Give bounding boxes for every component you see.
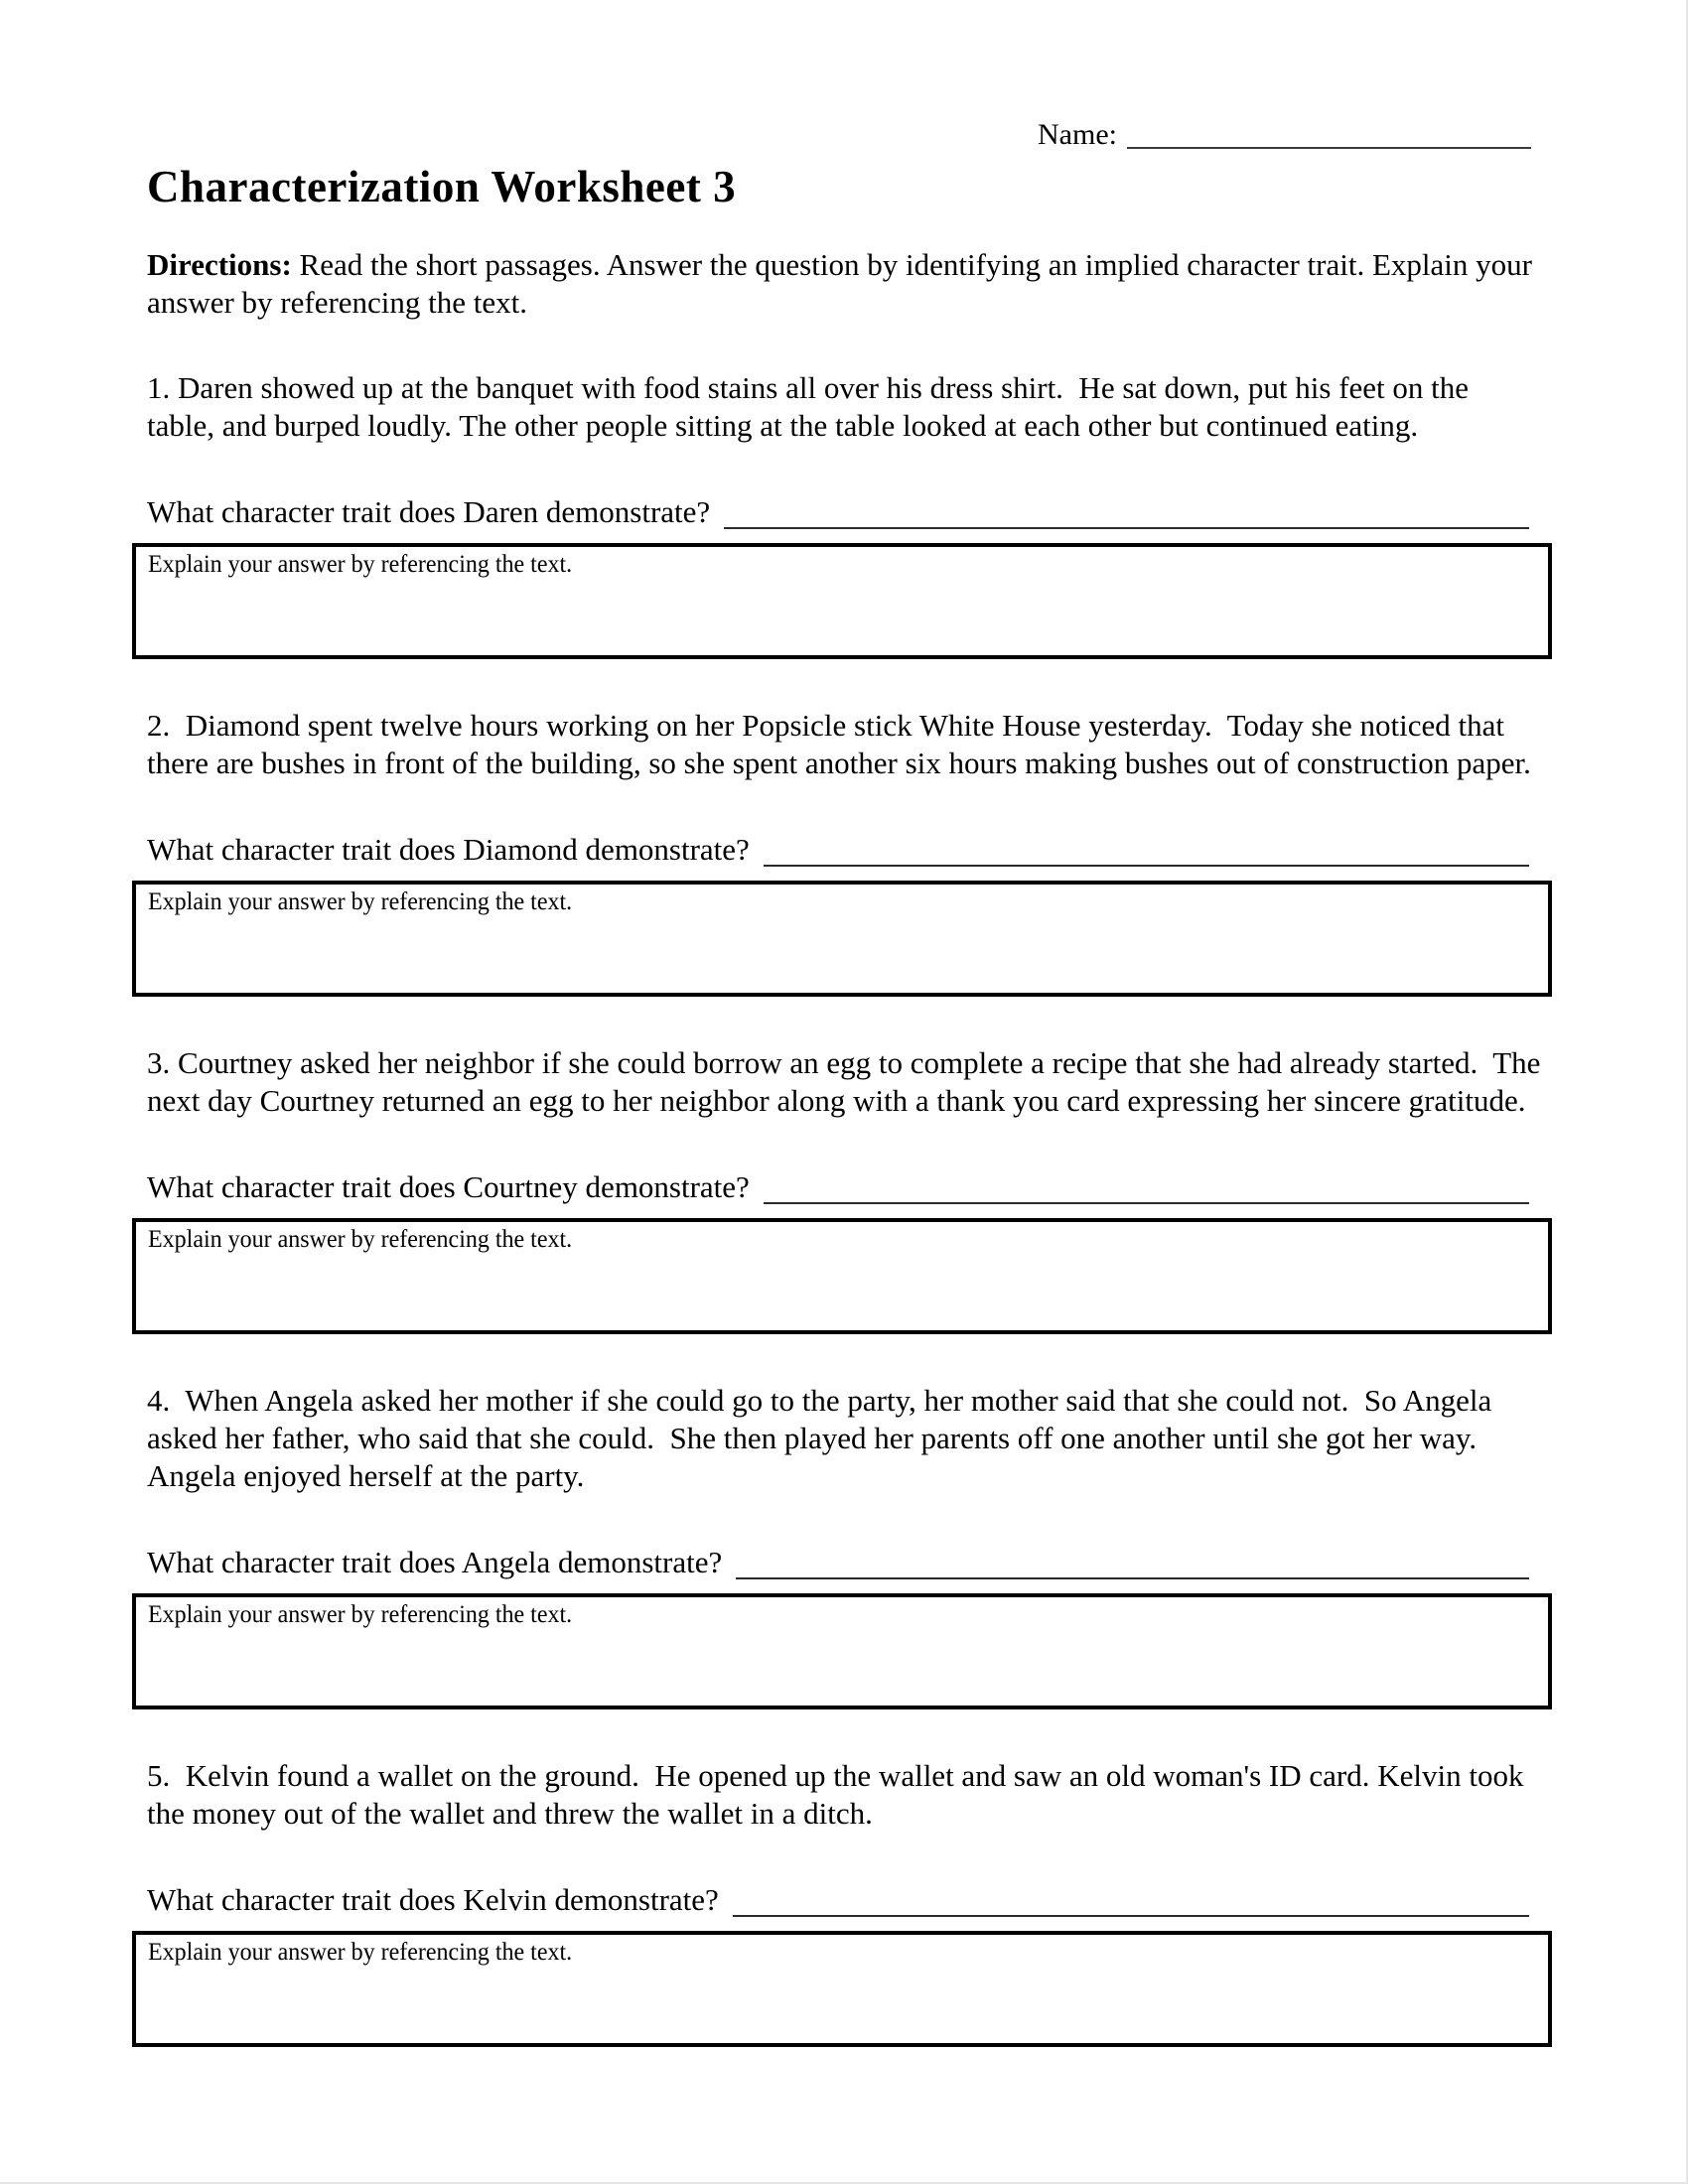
name-label: Name: (1038, 118, 1117, 151)
passage-text: 4. When Angela asked her mother if she could go to the party, her mother said that she could not. So Angela asked her father, who said that she could. She then played her parents off one another until she got her way. Angela enjoyed herself at the party. (147, 1383, 1499, 1493)
question-text: What character trait does Courtney demonstrate? (147, 1169, 750, 1204)
question-prompt (147, 494, 1529, 530)
passage-text: 2. Diamond spent twelve hours working on her Popsicle stick White House yesterday. Today she noticed that there are bushes in front of the building, so she spent another six hours making bushes out of construction paper. (147, 708, 1531, 780)
question-prompt (147, 1545, 1529, 1580)
passage-text: 5. Kelvin found a wallet on the ground. He opened up the wallet and saw an old woman's ID card. Kelvin took the money out of the wallet and threw the wallet in a ditch. (147, 1758, 1532, 1831)
answer-box (132, 1218, 1552, 1334)
answer-box (132, 1931, 1552, 2047)
answer-fill-line (733, 1887, 1529, 1917)
answer-fill-line (736, 1550, 1529, 1579)
answer-box (132, 543, 1552, 659)
passage-text: 3. Courtney asked her neighbor if she could borrow an egg to complete a recipe that she had already started. The next day Courtney returned an egg to her neighbor along with a thank you card expressing her sincere gratitude. (147, 1045, 1549, 1118)
directions-text: Read the short passages. Answer the question by identifying an implied character trait. Explain your answer by referencing the text. (147, 247, 1532, 320)
answer-box (132, 881, 1552, 997)
question-section-3 (132, 1044, 1686, 1334)
answer-box-instruction: Explain your answer by referencing the text. (148, 1939, 573, 1967)
question-text: What character trait does Daren demonstrate? (147, 494, 711, 529)
directions-label: Directions: (147, 247, 292, 282)
answer-box-instruction: Explain your answer by referencing the text. (148, 1601, 573, 1629)
answer-box-instruction: Explain your answer by referencing the text. (148, 888, 573, 916)
name-field (1038, 119, 1531, 151)
answer-box-instruction: Explain your answer by referencing the text. (148, 551, 573, 579)
directions (147, 246, 1541, 322)
answer-fill-line (764, 837, 1529, 867)
answer-fill-line (764, 1174, 1529, 1204)
question-section-4 (132, 1382, 1686, 1709)
question-text: What character trait does Diamond demonstrate? (147, 832, 750, 867)
answer-fill-line (724, 499, 1529, 529)
question-text: What character trait does Kelvin demonstrate? (147, 1882, 719, 1917)
question-section-5 (132, 1757, 1686, 2047)
page-title: Characterization Worksheet 3 (147, 162, 737, 211)
answer-box-instruction: Explain your answer by referencing the text. (148, 1226, 573, 1254)
question-section-1 (132, 369, 1686, 659)
question-prompt (147, 832, 1529, 868)
question-section-2 (132, 707, 1686, 997)
question-text: What character trait does Angela demonstrate? (147, 1545, 723, 1579)
question-prompt (147, 1882, 1529, 1918)
question-prompt (147, 1169, 1529, 1205)
name-fill-line (1127, 121, 1531, 149)
answer-box (132, 1593, 1552, 1709)
passage-text: 1. Daren showed up at the banquet with food stains all over his dress shirt. He sat down, put his feet on the table, and burped loudly. The other people sitting at the table looked at each other but continued eating. (147, 370, 1477, 443)
